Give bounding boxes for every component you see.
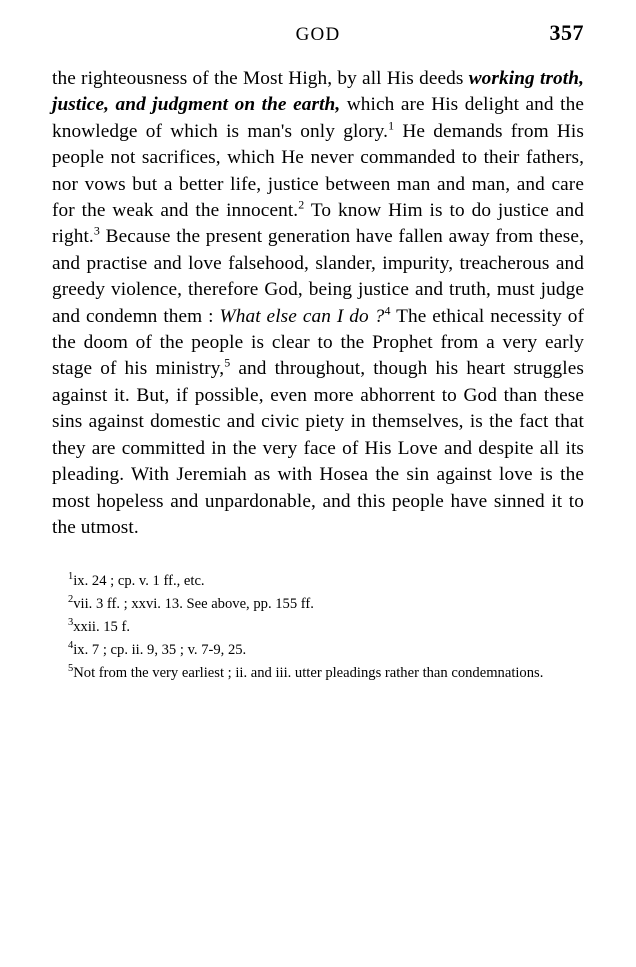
footnote-5 [52, 663, 584, 684]
body-text-run: He demands from His people not sacrifices, which He never commanded to their fathers, nor vows but a better life, justice between man and man, and care for the weak and the innocent. [52, 120, 584, 222]
footnote-text: ix. 24 ; cp. v. 1 ff., etc. [73, 573, 205, 590]
footnote-marker: 1 [68, 571, 74, 583]
footnote-reference[interactable]: 1 [388, 118, 395, 133]
footnote-text: ix. 7 ; cp. ii. 9, 35 ; v. 7-9, 25. [73, 642, 247, 659]
footnote-reference[interactable]: 2 [298, 197, 305, 212]
footnote-text: xxii. 15 f. [73, 619, 131, 636]
page-number: 357 [549, 20, 584, 45]
body-text-run: The ethical necessity of the doom of the people is clear to the Prophet from a very early stage of his ministry, [52, 305, 584, 380]
footnote-3 [52, 617, 584, 638]
footnote-reference[interactable]: 4 [384, 303, 391, 318]
body-text-run: the righteousness of the Most High, by all His deeds [52, 68, 469, 89]
footnote-marker: 3 [68, 617, 74, 629]
footnote-marker: 4 [68, 640, 74, 652]
running-head-title: GOD [295, 24, 341, 45]
page-header [52, 0, 584, 44]
emphasis-italic: What else can I do ? [219, 305, 385, 327]
footnote-reference[interactable]: 3 [93, 224, 100, 239]
footnote-1 [52, 571, 584, 592]
footnote-block [52, 571, 584, 684]
footnote-text: vii. 3 ff. ; xxvi. 13. See above, pp. 155 ff. [73, 596, 314, 613]
footnote-marker: 2 [68, 594, 74, 606]
body-paragraph [52, 66, 584, 541]
footnote-4 [52, 640, 584, 661]
footnote-marker: 5 [68, 663, 74, 675]
footnote-text: Not from the very earliest ; ii. and iii. utter pleadings rather than condemnations. [73, 665, 544, 682]
footnote-2 [52, 594, 584, 615]
body-text-run: To know Him is to do justice and right. [52, 200, 584, 248]
body-text-run: which are His delight and the knowledge of which is man's only glory. [52, 94, 584, 142]
emphasis-bold-italic: working troth, justice, and judgment on the earth, [52, 68, 584, 116]
body-text-run: Because the present generation have fallen away from these, and practise and love falsehood, slander, impurity, treacherous and greedy violence, therefore God, being justice and truth, must judge and condemn them : [52, 226, 584, 327]
footnote-reference[interactable]: 5 [224, 356, 231, 371]
body-text [52, 66, 584, 541]
body-text-run: and throughout, though his heart struggles against it. But, if possible, even more abhorrent to God than these sins against domestic and civic piety in themselves, is the fact that they are committed in the very face of His Love and despite all its pleading. With Jeremiah as with Hosea the sin against love is the most hopeless and unpardonable, and this people have sinned it to the utmost. [52, 358, 584, 538]
